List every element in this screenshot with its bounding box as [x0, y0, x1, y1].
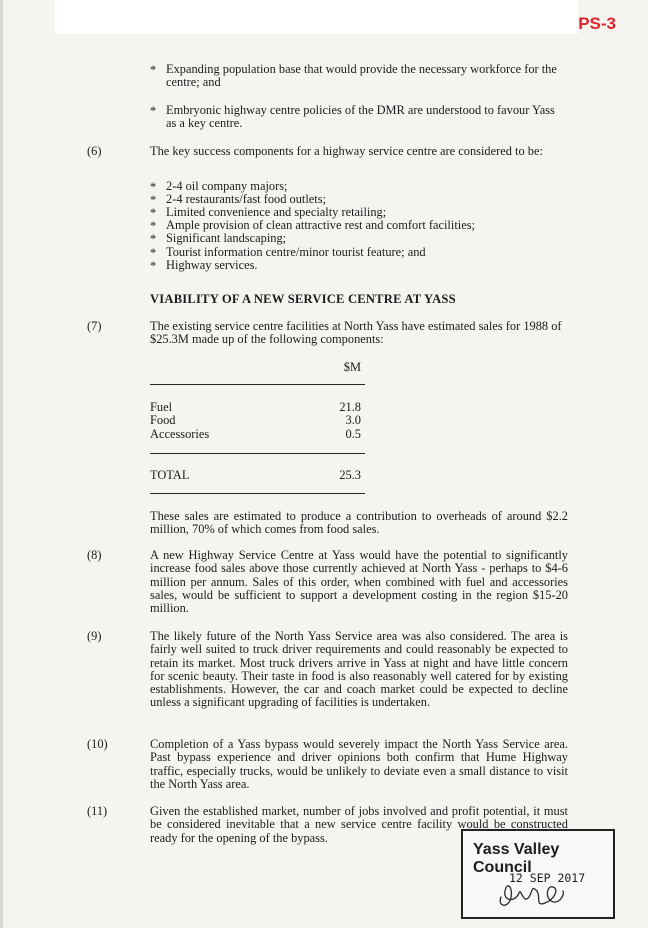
paragraph-number: (7) [87, 319, 102, 333]
table-row-value: 0.5 [345, 427, 361, 441]
bullet-text: Embryonic highway centre policies of the DMR are understood to favour Yass as a key centre. [166, 103, 555, 131]
table-rule [150, 384, 365, 385]
table-rule [150, 493, 365, 494]
bullet-text: Significant landscaping; [166, 231, 287, 245]
bullet-text: Limited convenience and specialty retailing; [166, 205, 387, 219]
paragraph-number: (8) [87, 548, 102, 562]
list-item [150, 232, 568, 245]
list-item [150, 104, 568, 131]
bullet-icon: * [150, 259, 157, 273]
list-item [150, 259, 568, 272]
page-edge [0, 0, 3, 928]
table-row-value: 21.8 [339, 400, 361, 414]
paragraph-text: A new Highway Service Centre at Yass would have the potential to significantly increase food sales above those currently achieved at North Yass - perhaps to $4-6 million per annum. Sales of this order, when combined with fuel and accessories sales, would be sufficient to support a development costing in the region $15-20 million. [150, 548, 568, 616]
paragraph-number: (9) [87, 629, 102, 643]
table-rule [150, 453, 365, 454]
list-item [150, 63, 568, 90]
bullet-text: Highway services. [166, 258, 258, 272]
bullet-text: Ample provision of clean attractive rest and comfort facilities; [166, 218, 475, 232]
received-stamp [461, 829, 615, 919]
bullet-text: Expanding population base that would provide the necessary workforce for the centre; and [166, 62, 557, 90]
bullet-icon: * [150, 219, 157, 233]
table-total-row [150, 469, 361, 482]
paragraph-text: Given the established market, number of jobs involved and profit potential, it must be considered inevitable that a new service centre facility would be constructed ready for the opening of the bypass. [150, 804, 568, 845]
bullet-text: Tourist information centre/minor tourist feature; and [166, 245, 426, 259]
bullet-icon: * [150, 193, 157, 207]
header-band [55, 0, 578, 34]
paragraph-number: (10) [87, 737, 108, 751]
paragraph-number: (11) [87, 804, 108, 818]
paragraph-number: (6) [87, 144, 102, 158]
bullet-icon: * [150, 232, 157, 246]
table-row [150, 401, 361, 414]
section-heading: VIABILITY OF A NEW SERVICE CENTRE AT YASS [150, 292, 456, 306]
bullet-icon: * [150, 63, 157, 77]
table-row [150, 428, 361, 441]
table-unit-header: $M [343, 360, 361, 374]
table-row-label: Accessories [150, 427, 210, 441]
paragraph-text: The key success components for a highway service centre are considered to be: [150, 144, 543, 158]
signature-icon [495, 867, 575, 913]
paragraph-text: The existing service centre facilities at North Yass have estimated sales for 1988 of $25.3M made up of the following components: [150, 319, 562, 347]
stamp-organisation: Yass Valley Council [473, 841, 560, 876]
document-code: PS-3 [578, 14, 616, 33]
bullet-icon: * [150, 104, 157, 118]
table-row-label: Fuel [150, 400, 173, 414]
stamp-date: 12 SEP 2017 [509, 871, 586, 885]
table-row-label: Food [150, 413, 176, 427]
table-row-value: 3.0 [345, 413, 361, 427]
bullet-text: 2-4 oil company majors; [166, 179, 288, 193]
paragraph-text: Completion of a Yass bypass would severely impact the North Yass Service area. Past bypass experience and driver opinions both confirm that Hume Highway traffic, especially trucks, would be unlikely to deviate even a small distance to visit the North Yass area. [150, 737, 568, 791]
bullet-icon: * [150, 246, 157, 260]
table-total-value: 25.3 [339, 468, 361, 482]
table-total-label: TOTAL [150, 468, 190, 482]
paragraph-text: These sales are estimated to produce a contribution to overheads of around $2.2 million, 70% of which comes from food sales. [150, 509, 568, 537]
paragraph-text: The likely future of the North Yass Service area was also considered. The area is fairly well suited to truck driver requirements and could reasonably be expected to retain its market. Most truck drivers arrive in Yass at night and have little concern for scenic beauty. Their taste in food is also reasonably well catered for by existing establishments. However, the car and coach market could be expected to decline unless a significant upgrading of facilities is undertaken. [150, 629, 568, 710]
bullet-icon: * [150, 206, 157, 220]
bullet-text: 2-4 restaurants/fast food outlets; [166, 192, 327, 206]
bullet-icon: * [150, 180, 157, 194]
table-row [150, 414, 361, 427]
